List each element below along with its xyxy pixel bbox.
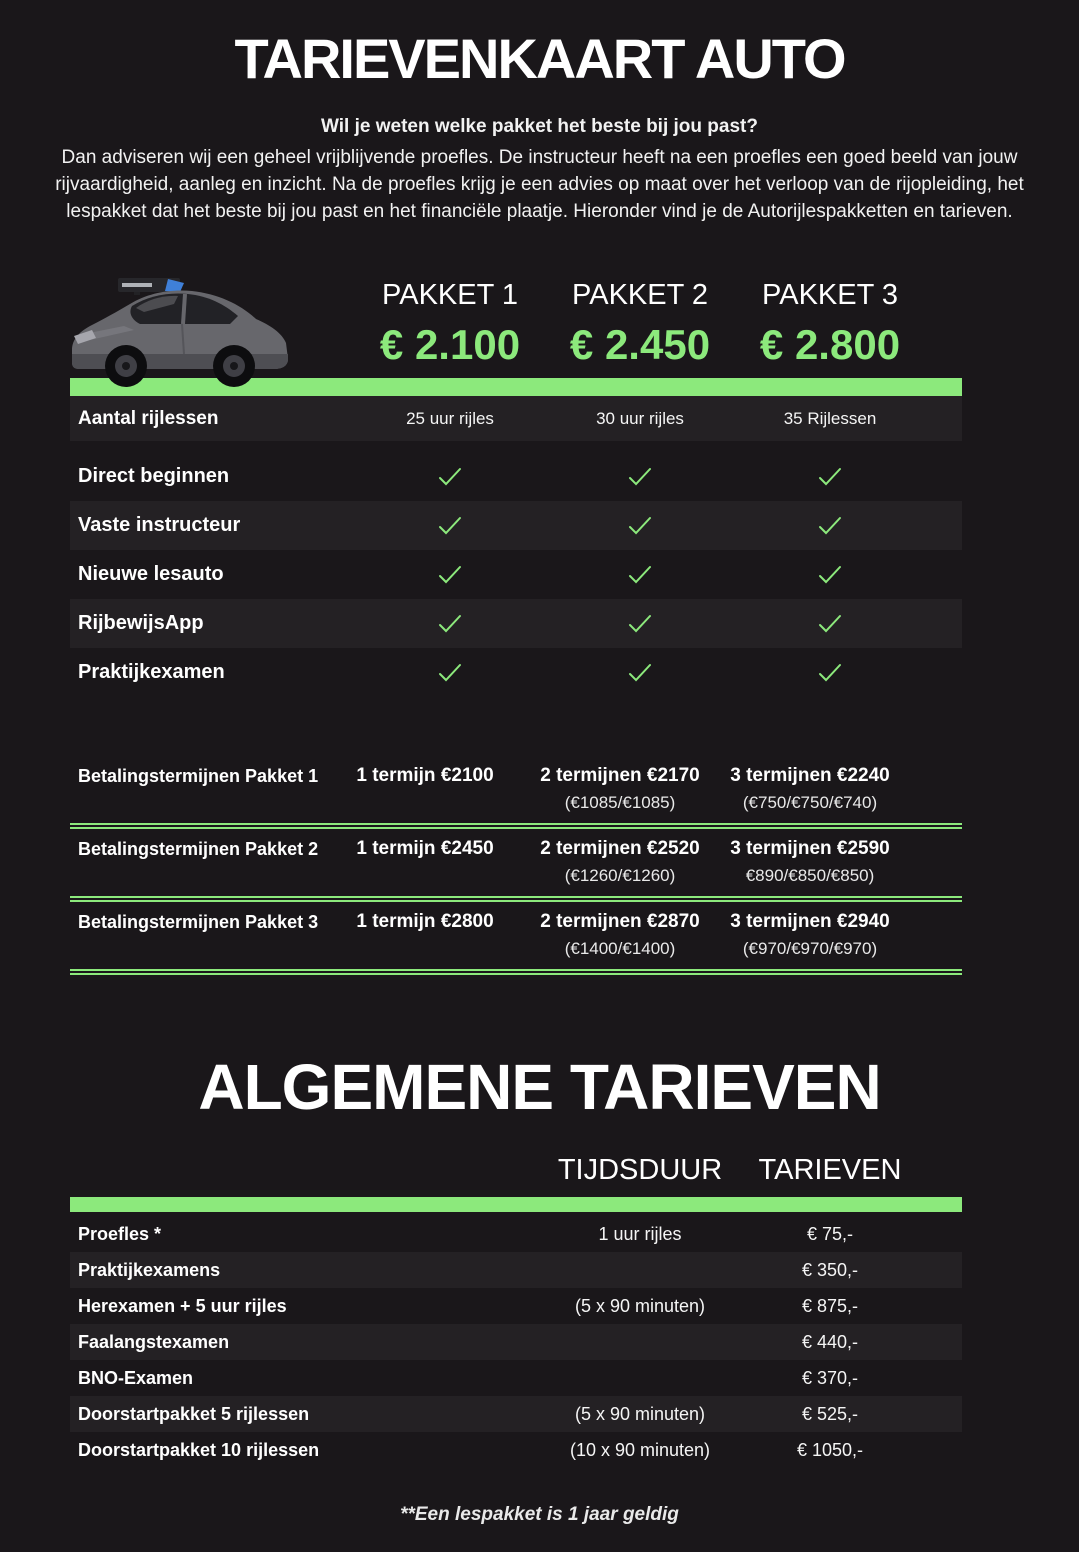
feature-row — [70, 599, 962, 648]
payment-term: 3 termijnen €2240 — [730, 765, 890, 786]
rate-row — [70, 1216, 962, 1252]
feature-label: Direct beginnen — [78, 465, 230, 487]
rate-label: BNO-Examen — [78, 1367, 194, 1388]
check-icon — [550, 663, 730, 683]
rate-row — [70, 1252, 962, 1288]
comparison-table — [70, 452, 962, 697]
intro-line: lespakket dat het beste bij jou past en het financiële plaatje. Hieronder vind je de Autorijlespakketten en tarieven. — [66, 201, 1013, 222]
payment-term: 1 termijn €2800 — [356, 911, 494, 932]
rate-price: € 1050,- — [796, 1439, 864, 1460]
rate-label: Doorstartpakket 10 rijlessen — [78, 1439, 320, 1460]
payment-term-split: (€1260/€1260) — [564, 866, 676, 885]
feature-row — [70, 550, 962, 599]
rate-price: € 350,- — [801, 1259, 859, 1280]
payment-row — [70, 835, 962, 889]
payment-term: 1 termijn €2450 — [356, 838, 494, 859]
intro-line: Dan adviseren wij een geheel vrijblijvende proefles. De instructeur heeft na een proefles een goed beeld van jouw — [61, 147, 1018, 168]
package-price: € 2.100 — [379, 321, 521, 368]
check-icon — [550, 516, 730, 536]
payment-row-label: Betalingstermijnen Pakket 2 — [78, 839, 319, 859]
intro-line: rijvaardigheid, aanleg en inzicht. Na de proefles krijg je een advies op maat over het verloop van de rijopleiding, het — [55, 174, 1024, 195]
rate-label: Proefles * — [78, 1223, 162, 1244]
payment-term: 2 termijnen €2870 — [540, 911, 700, 932]
rate-duration: 1 uur rijles — [598, 1223, 682, 1244]
check-icon — [730, 565, 930, 585]
double-green-rule — [70, 896, 962, 902]
check-icon — [730, 614, 930, 634]
rate-label: Faalangstexamen — [78, 1331, 230, 1352]
package-price: € 2.800 — [759, 321, 901, 368]
payment-term-split: (€750/€750/€740) — [742, 793, 878, 812]
payment-row — [70, 908, 962, 962]
lessons-value: 25 uur rijles — [406, 408, 494, 428]
feature-row — [70, 501, 962, 550]
payment-term: 1 termijn €2100 — [356, 765, 494, 786]
general-rates-title: ALGEMENE TARIEVEN — [198, 1051, 881, 1123]
driving-school-car-image — [64, 278, 296, 390]
row-label: Aantal rijlessen — [78, 407, 219, 429]
check-icon — [350, 467, 550, 487]
feature-label: Vaste instructeur — [78, 514, 241, 536]
duration-column-header: TIJDSDUUR — [557, 1154, 723, 1186]
payment-term: 3 termijnen €2940 — [730, 911, 890, 932]
payment-term: 2 termijnen €2170 — [540, 765, 700, 786]
package-price: € 2.450 — [569, 321, 711, 368]
rate-price: € 525,- — [801, 1403, 859, 1424]
rate-row — [70, 1432, 962, 1468]
payment-terms-table — [70, 762, 962, 981]
double-green-rule — [70, 969, 962, 975]
double-green-rule — [70, 823, 962, 829]
payment-term-split: (€1400/€1400) — [564, 939, 676, 958]
rate-label: Praktijkexamens — [78, 1259, 221, 1280]
price-column-header: TARIEVEN — [758, 1154, 902, 1186]
payment-row-label: Betalingstermijnen Pakket 3 — [78, 912, 319, 932]
check-icon — [550, 467, 730, 487]
check-icon — [350, 614, 550, 634]
rate-duration: (5 x 90 minuten) — [574, 1295, 706, 1316]
rate-duration: (5 x 90 minuten) — [574, 1403, 706, 1424]
lessons-value: 30 uur rijles — [596, 408, 684, 428]
lessons-value: 35 Rijlessen — [783, 408, 877, 428]
feature-row — [70, 648, 962, 697]
rate-price: € 440,- — [801, 1331, 859, 1352]
payment-term-split: (€1085/€1085) — [564, 793, 676, 812]
rate-row — [70, 1396, 962, 1432]
green-divider-bar — [70, 1197, 962, 1212]
rate-row — [70, 1360, 962, 1396]
feature-label: Nieuwe lesauto — [78, 563, 224, 585]
check-icon — [730, 663, 930, 683]
check-icon — [350, 516, 550, 536]
payment-term: 2 termijnen €2520 — [540, 838, 700, 859]
package-name: PAKKET 1 — [382, 279, 518, 311]
check-icon — [730, 516, 930, 536]
intro-question: Wil je weten welke pakket het beste bij jou past? — [321, 116, 758, 137]
general-rates-headers — [70, 1152, 962, 1188]
check-icon — [550, 614, 730, 634]
feature-label: RijbewijsApp — [78, 612, 204, 634]
payment-row-label: Betalingstermijnen Pakket 1 — [78, 766, 319, 786]
rate-price: € 75,- — [806, 1223, 854, 1244]
general-rates-table — [70, 1216, 962, 1468]
check-icon — [350, 565, 550, 585]
rate-label: Doorstartpakket 5 rijlessen — [78, 1403, 310, 1424]
package-name: PAKKET 3 — [762, 279, 898, 311]
intro-text — [0, 144, 1079, 225]
payment-term: 3 termijnen €2590 — [730, 838, 890, 859]
payment-term-split: €890/€850/€850) — [745, 866, 875, 885]
package-name: PAKKET 2 — [572, 279, 708, 311]
payment-row — [70, 762, 962, 816]
check-icon — [550, 565, 730, 585]
rate-label: Herexamen + 5 uur rijles — [78, 1295, 287, 1316]
feature-label: Praktijkexamen — [78, 661, 225, 683]
rate-price: € 370,- — [801, 1367, 859, 1388]
check-icon — [350, 663, 550, 683]
page-title: TARIEVENKAART AUTO — [234, 27, 845, 90]
rate-row — [70, 1324, 962, 1360]
rate-duration: (10 x 90 minuten) — [569, 1439, 711, 1460]
check-icon — [730, 467, 930, 487]
payment-term-split: (€970/€970/€970) — [742, 939, 878, 958]
rate-price: € 875,- — [801, 1295, 859, 1316]
feature-row — [70, 452, 962, 501]
lessons-count-row — [70, 396, 962, 441]
rate-row — [70, 1288, 962, 1324]
validity-footnote: **Een lespakket is 1 jaar geldig — [400, 1504, 679, 1525]
